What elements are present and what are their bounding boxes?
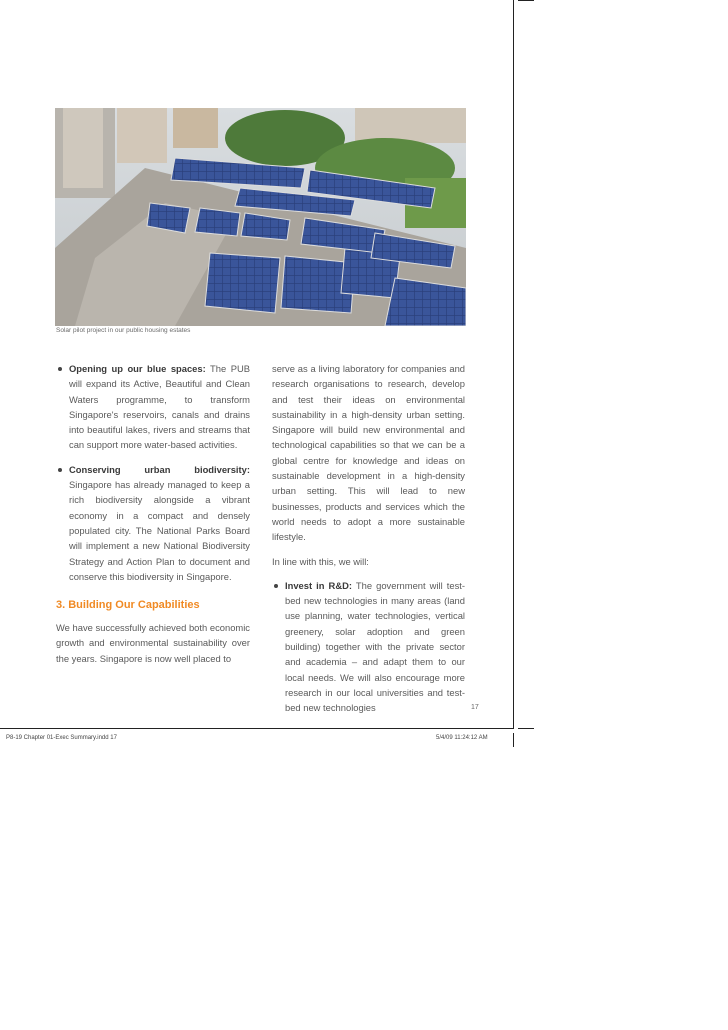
bullet-lead: Opening up our blue spaces:: [69, 363, 206, 374]
left-column: [56, 361, 250, 675]
section-heading: 3. Building Our Capabilities: [56, 599, 200, 612]
page-border-bottom: [0, 728, 514, 729]
page-number: 17: [471, 704, 479, 711]
slug-timestamp: 5/4/09 11:24:12 AM: [436, 735, 488, 741]
bullet-lead: Invest in R&D:: [285, 579, 352, 591]
photo-caption: Solar pilot project in our public housing estates: [56, 327, 191, 334]
paragraph: We have successfully achieved both economic growth and environmental sustainability over the years. Singapore is now well placed to: [56, 622, 250, 664]
right-column: [272, 361, 465, 725]
crop-mark-bottom: [513, 733, 514, 747]
solar-panels-photo: [55, 108, 466, 326]
crop-mark-top-right: [518, 0, 534, 1]
paragraph: serve as a living laboratory for companies and research organisations to research, develop and test their ideas on environmental sustainability in a high-density urban setting. Singapore will build new environmental and technological capabilities so that we can be a global centre for knowledge and ideas on sustainable development in a high-density urban setting. This will lead to new businesses, products and services which the world needs to adopt a more sustainable lifestyle.: [272, 363, 465, 543]
bullet-lead: Conserving urban biodiversity:: [69, 463, 250, 475]
bullet-text: The government will test-bed new technologies in many areas (land use planning, water technologies, vertical greenery, solar adoption and green building) together with the private sector and academia – and adapt them to our local needs. We will also encourage more research in our local universities and test-bed new technologies: [285, 579, 465, 714]
paragraph: In line with this, we will:: [272, 555, 369, 567]
bullet-text: Singapore has already managed to keep a rich biodiversity alongside a vibrant economy in a compact and densely populated city. The National Parks Board will implement a new National Biodiversity Strategy and Action Plan to document and conserve this biodiversity in Singapore.: [69, 479, 250, 582]
crop-mark-bottom-right: [518, 728, 534, 729]
bullet-invest-rd: [272, 578, 465, 716]
slug-file-name: P8-19 Chapter 01-Exec Summary.indd 17: [6, 735, 117, 741]
bullet-biodiversity: [56, 462, 250, 584]
bullet-text: The PUB will expand its Active, Beautiful and Clean Waters programme, to transform Singapore's reservoirs, canals and drains into beautiful lakes, rivers and streams that can support more water-based activities.: [69, 363, 250, 451]
page-border-right: [513, 0, 514, 728]
bullet-blue-spaces: [56, 361, 250, 453]
